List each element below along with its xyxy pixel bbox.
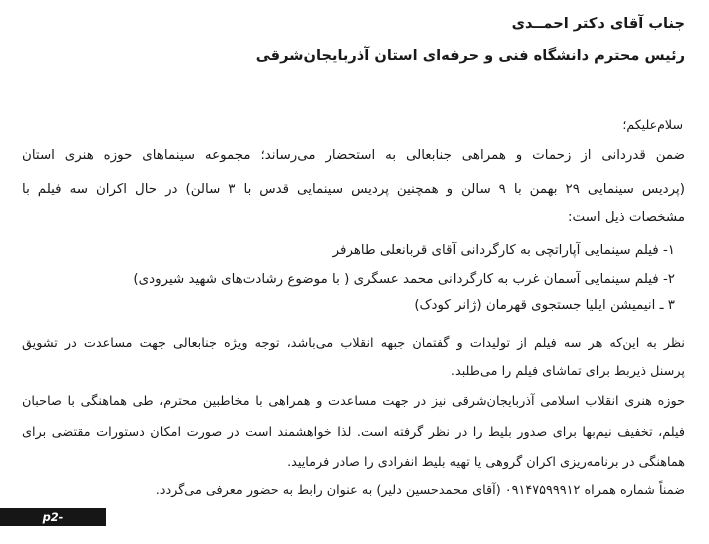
recipient-position: رئیس محترم دانشگاه فنی و حرفه‌ای استان آذربایجان‌شرقی: [255, 47, 685, 64]
contact-line: ضمناً شماره همراه ۰۹۱۴۷۵۹۹۹۱۲ (آقای محمدحسین دلیر) به عنوان رابط به حضور معرفی می‌گردد.: [155, 483, 685, 498]
salutation: سلام‌علیکم؛: [622, 117, 683, 132]
film-item: ۳ ـ انیمیشن ایلیا جستجوی قهرمان (ژانر کودک): [414, 298, 675, 313]
paragraph-line: پرسنل ذیربط برای تماشای فیلم را می‌طلبد.: [450, 364, 685, 379]
paragraph-line: فیلم، تخفیف نیم‌بها برای صدور بلیط را در نظر گرفته است. لذا خواهشمند است در صورت امکان دستورات مقتضی برای: [22, 425, 685, 440]
paragraph-line: نظر به این‌که هر سه فیلم از تولیدات و گفتمان جبهه انقلاب می‌باشد، توجه ویژه جنابعالی جهت مساعدت در تشویق: [22, 336, 685, 351]
paragraph-line: ضمن قدردانی از زحمات و همراهی جنابعالی به استحضار می‌رساند؛ مجموعه سینماهای حوزه هنری استان: [22, 148, 685, 163]
paragraph-line: حوزه هنری انقلاب اسلامی آذربایجان‌شرقی نیز در جهت مساعدت و همراهی با مخاطبین محترم، طی هماهنگی با صاحبان: [22, 394, 685, 409]
recipient-title: جناب آقای دکتر احمــدی: [511, 15, 685, 32]
site-url-badge: p2-tabriz.tvu.ac.ir: [0, 508, 106, 526]
paragraph-line: مشخصات ذیل است:: [567, 210, 685, 225]
paragraph-line: هماهنگی در برنامه‌ریزی اکران گروهی یا تهیه بلیط انفرادی را صادر فرمایید.: [287, 455, 685, 470]
paragraph-line: (پردیس سینمایی ۲۹ بهمن با ۹ سالن و همچنین پردیس سینمایی قدس با ۳ سالن) در حال اکران سه فیلم با: [22, 182, 685, 197]
film-item: ۱- فیلم سینمایی آپاراتچی به کارگردانی آقای قربانعلی طاهرفر: [332, 243, 675, 258]
film-item: ۲- فیلم سینمایی آسمان غرب به کارگردانی محمد عسگری ( با موضوع رشادت‌های شهید شیرودی): [133, 272, 675, 287]
